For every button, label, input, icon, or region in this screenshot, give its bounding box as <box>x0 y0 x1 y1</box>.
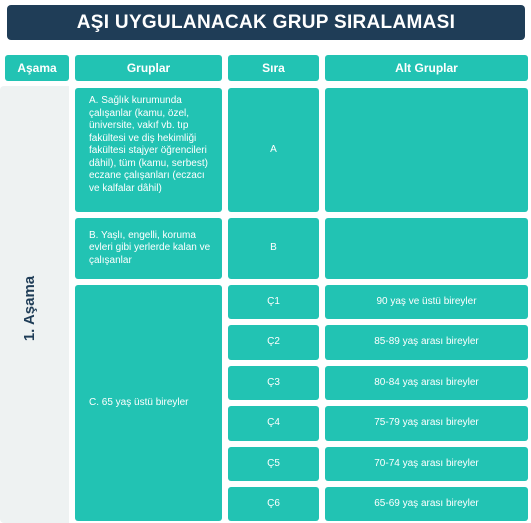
subgroup-c3: 80-84 yaş arası bireyler <box>325 366 528 400</box>
order-a: A <box>228 88 319 212</box>
stage-label: 1. Aşama <box>21 275 39 341</box>
page-title: AŞI UYGULANACAK GRUP SIRALAMASI <box>7 5 525 40</box>
subgroup-b <box>325 218 528 279</box>
subgroup-c6: 65-69 yaş arası bireyler <box>325 487 528 521</box>
group-a: A. Sağlık kurumunda çalışanlar (kamu, özel, üniversite, vakıf vb. tıp fakültesi ve diş hekimliği fakültesi stajyer öğrencileri dâhil), tüm (kamu, serbest) eczane çalışanları (eczacı ve kalfalar dâhil) <box>75 88 222 212</box>
order-c5: Ç5 <box>228 447 319 481</box>
order-c3: Ç3 <box>228 366 319 400</box>
subgroup-c1: 90 yaş ve üstü bireyler <box>325 285 528 319</box>
order-c2: Ç2 <box>228 325 319 360</box>
order-b: B <box>228 218 319 279</box>
subgroup-c4: 75-79 yaş arası bireyler <box>325 406 528 441</box>
header-order: Sıra <box>228 55 319 81</box>
order-c4: Ç4 <box>228 406 319 441</box>
group-c: C. 65 yaş üstü bireyler <box>75 285 222 521</box>
header-groups: Gruplar <box>75 55 222 81</box>
header-subgroups: Alt Gruplar <box>325 55 528 81</box>
header-stage: Aşama <box>5 55 69 81</box>
order-c6: Ç6 <box>228 487 319 521</box>
order-c1: Ç1 <box>228 285 319 319</box>
subgroup-c2: 85-89 yaş arası bireyler <box>325 325 528 360</box>
subgroup-a <box>325 88 528 212</box>
subgroup-c5: 70-74 yaş arası bireyler <box>325 447 528 481</box>
group-b: B. Yaşlı, engelli, koruma evleri gibi yerlerde kalan ve çalışanlar <box>75 218 222 279</box>
